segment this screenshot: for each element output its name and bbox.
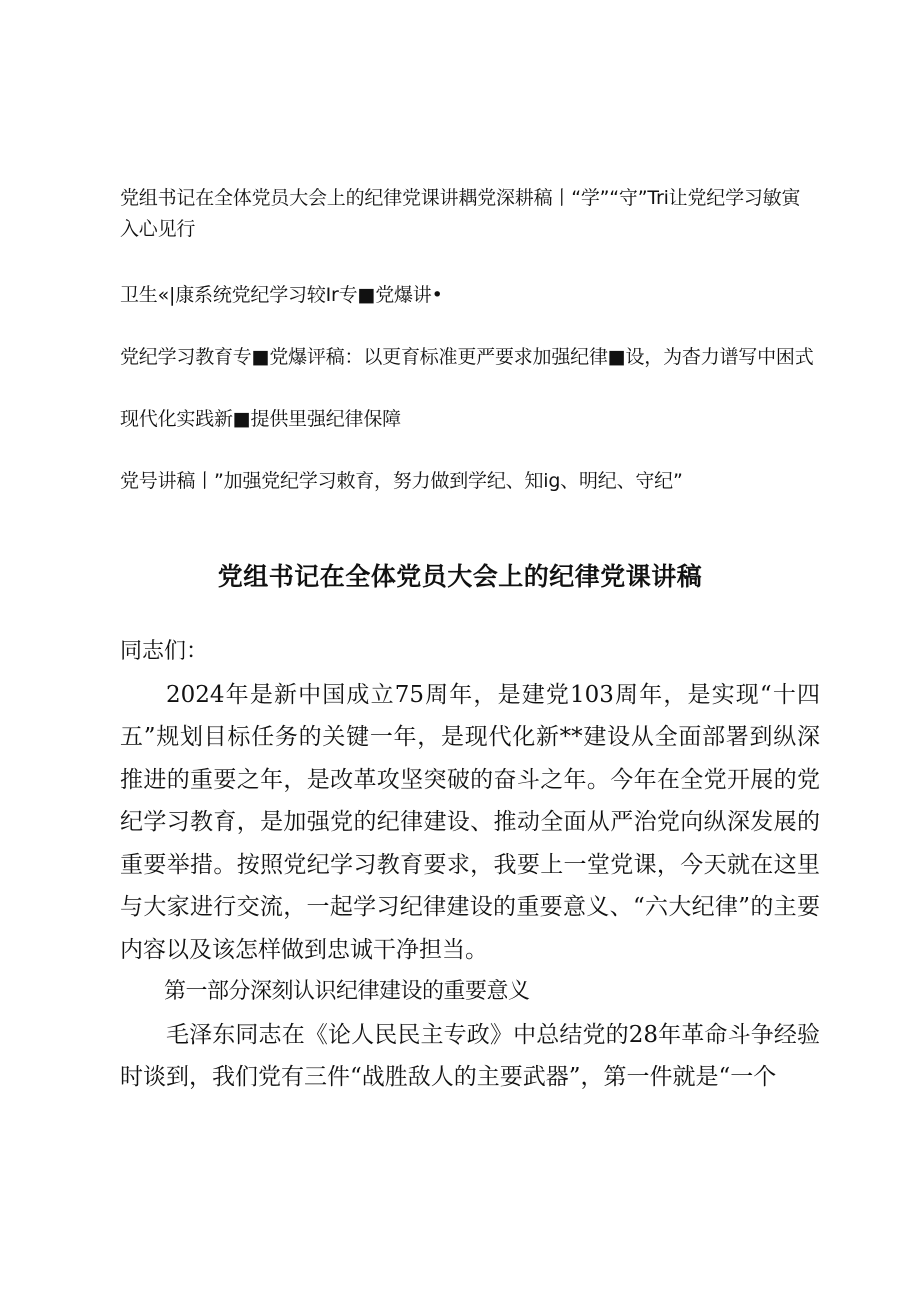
document-body	[120, 631, 820, 1099]
toc-entry[interactable]: 党号讲稿丨”加强党纪学习敕育，努力做到学纪、知ig、明纪、守纪”	[120, 470, 683, 492]
section-heading: 第一部分深刻认识纪律建设的重要意义	[164, 979, 530, 1004]
toc-entry[interactable]: 卫生«|康系统党纪学习较Ir专■党爆讲•	[120, 284, 443, 306]
salutation: 同志们：	[120, 639, 209, 664]
document-title: 党组书记在全体党员大会上的纪律党课讲稿	[217, 561, 703, 591]
toc-entry[interactable]: 党组书记在全体党员大会上的纪律党课讲耦党深耕稿丨“学”“守”Tri让党纪学习敏寅入心见行	[120, 187, 801, 240]
body-paragraph: 2024年是新中国成立75周年，是建党103周年，是实现“十四五”规划目标任务的关键一年，是现代化新**建设从全面部署到纵深推进的重要之年，是改革攻坚突破的奋斗之年。今年在全党开展的党纪学习教育，是加强党的纪律建设、推动全面从严治党向纵深发展的重要举措。按照党纪学习教育要求，我要上一堂党课，今天就在这里与大家进行交流，一起学习纪律建设的重要意义、“六大纪律”的主要内容以及该怎样做到忠诚干净担当。	[120, 681, 820, 963]
body-paragraph: 毛泽东同志在《论人民民主专政》中总结党的28年革命斗争经验时谈到，我们党有三件“战胜敌人的主要武器”，第一件就是“一个	[120, 1021, 820, 1090]
toc-entry[interactable]: 现代化实践新■提供里强纪律保障	[120, 408, 401, 430]
toc-entry[interactable]: 党纪学习教育专■党爆评稿：以更育标准更严要求加强纪律■设，为杳力谱写中困式	[120, 346, 814, 368]
toc-list	[120, 183, 814, 493]
